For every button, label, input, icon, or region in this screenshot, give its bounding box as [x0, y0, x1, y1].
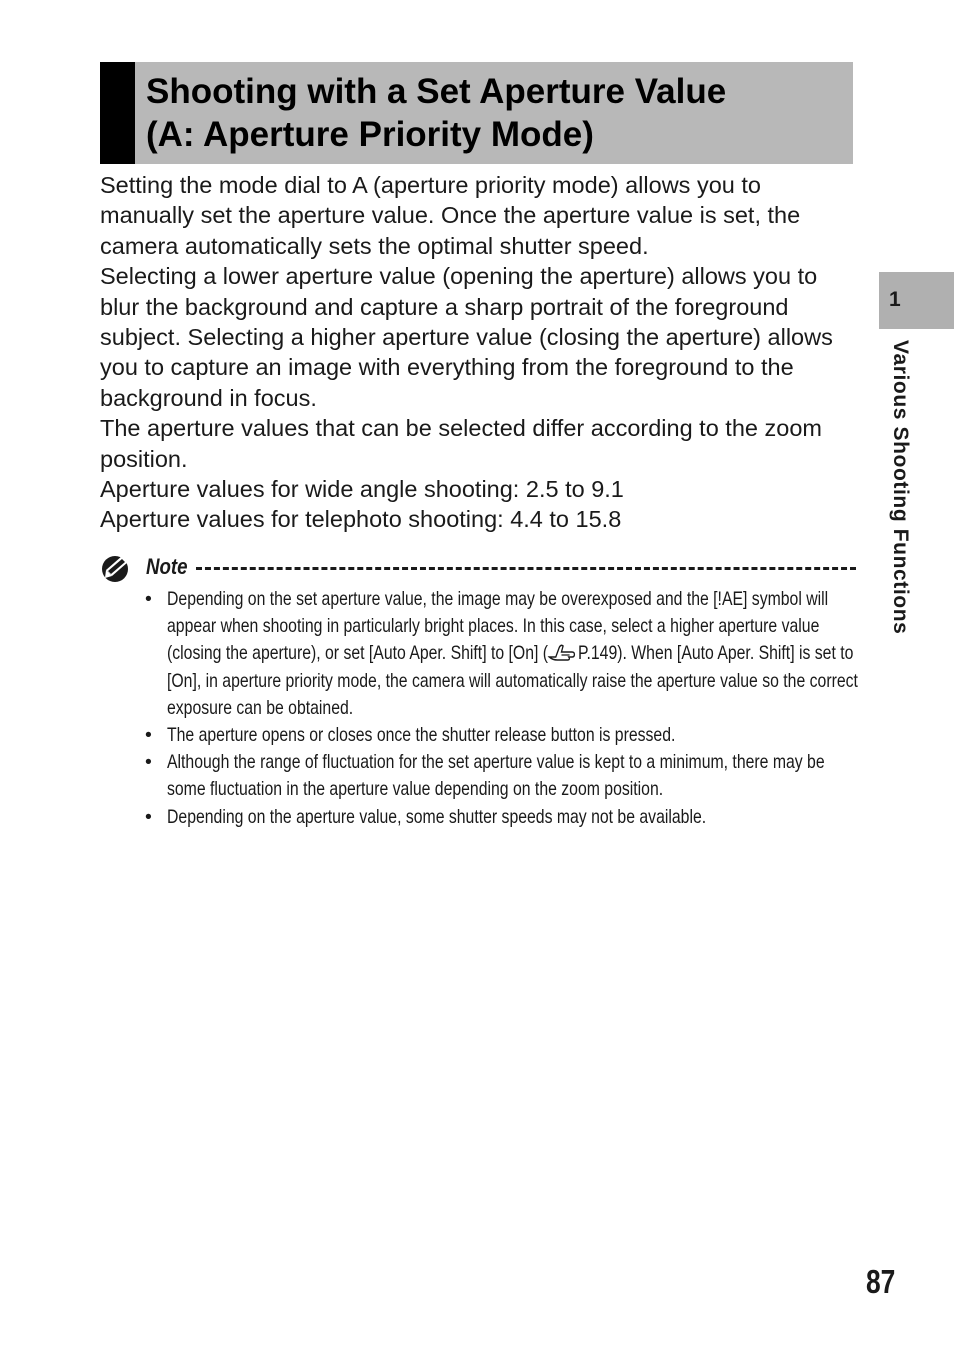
chapter-title: Various Shooting Functions: [889, 340, 912, 635]
note-item-text: The aperture opens or closes once the shutter release button is pressed.: [167, 724, 676, 747]
telephoto-range: Aperture values for telephoto shooting: 4.4 to 15.8: [100, 506, 622, 533]
chapter-tab: [879, 272, 954, 329]
aperture-explanation-paragraph: Selecting a lower aperture value (opening the aperture) allows you to blur the background and capture a sharp portrait of the foreground subject. Selecting a higher aperture value (closing the aperture) allows you to capture an image with everything from the foreground to the background in focus.: [100, 263, 833, 411]
body-text: [100, 170, 860, 535]
bullet: •: [145, 805, 152, 828]
note-dashed-rule: [196, 567, 856, 570]
section-heading: [100, 62, 853, 164]
note-item-text: Although the range of fluctuation for the set aperture value is kept to a minimum, there may be some fluctuation in the aperture value depending on the zoom position.: [167, 751, 825, 801]
intro-paragraph: Setting the mode dial to A (aperture priority mode) allows you to manually set the aperture value. Once the aperture value is set, the camera automatically sets the optimal shutter speed.: [100, 172, 801, 259]
note-item-text: Depending on the aperture value, some shutter speeds may not be available.: [167, 805, 707, 828]
reference-hand-icon: [548, 642, 577, 662]
bullet: •: [145, 724, 152, 747]
note-item: [145, 804, 855, 831]
note-item: [145, 722, 855, 749]
zoom-position-paragraph: The aperture values that can be selected differ according to the zoom position.: [100, 415, 822, 472]
note-pencil-icon: [100, 552, 132, 584]
chapter-number: 1: [889, 288, 901, 311]
page-number: 87: [866, 1263, 896, 1300]
note-item-1-text-start: Depending on the set aperture value, the image may be overexposed and the [!AE] symbol will appear when shooting in particularly bright places. In this case, select a higher aperture value (closing the aperture), or set [Auto Aper. Shift] to [On] (: [167, 588, 829, 665]
note-label: Note: [146, 554, 188, 579]
wide-angle-range: Aperture values for wide angle shooting: 2.5 to 9.1: [100, 476, 624, 503]
section-title-line-2: (A: Aperture Priority Mode): [146, 115, 594, 154]
note-item-text: [167, 586, 864, 722]
note-item-1-text-end: P.149). When [Auto Aper. Shift] is set to [On], in aperture priority mode, the camera will automatically raise the aperture value so the correct exposure can be obtained.: [167, 642, 858, 719]
section-title: [146, 70, 846, 156]
bullet: •: [145, 751, 152, 774]
note-item: [145, 586, 858, 722]
bullet: •: [145, 588, 152, 610]
note-header: [100, 550, 856, 584]
section-title-line-1: Shooting with a Set Aperture Value: [146, 72, 727, 111]
heading-marker-block: [100, 62, 135, 164]
note-list: [145, 586, 858, 831]
note-item: [145, 749, 855, 803]
